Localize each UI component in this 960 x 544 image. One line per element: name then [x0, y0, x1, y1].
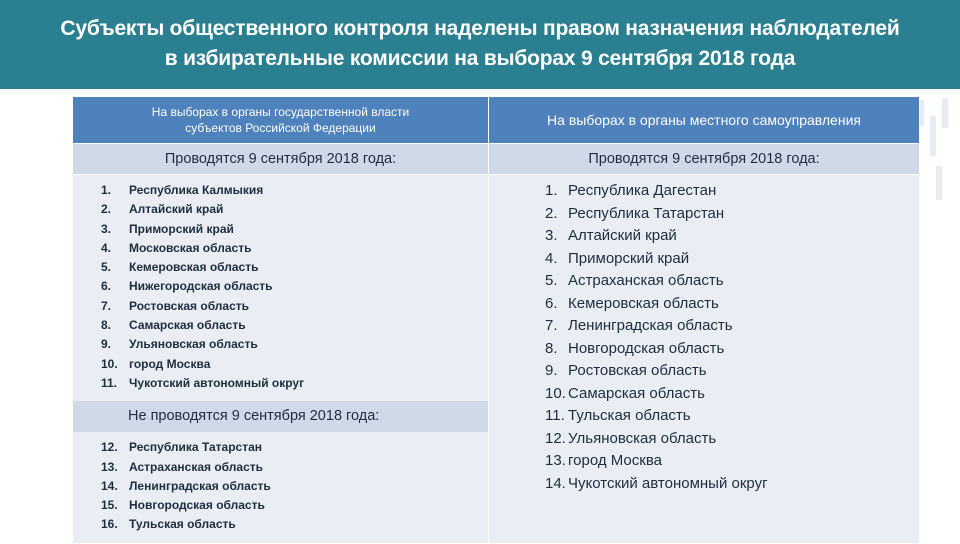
list-item	[545, 203, 919, 226]
list-item-name: Ростовская область	[568, 362, 707, 379]
list-item-name: Ульяновская область	[568, 429, 717, 447]
list-item-name: Республика Дагестан	[568, 182, 717, 199]
slide-title-line-2: в избирательные комиссии на выборах 9 сентября 2018 года	[164, 47, 796, 70]
right-list-cell	[489, 175, 920, 544]
list-item	[101, 181, 488, 200]
list-item-number: 7.	[101, 298, 112, 313]
list-item-name: Московская область	[129, 240, 252, 255]
list-item-name: город Москва	[568, 452, 662, 469]
list-item-number: 6.	[101, 279, 112, 294]
list-item-name: Республика Татарстан	[129, 440, 263, 455]
list-item	[101, 239, 488, 258]
list-item-number: 10.	[101, 356, 118, 371]
list-item-number: 7.	[545, 317, 558, 334]
list-item-number: 5.	[545, 272, 558, 289]
list-item-number: 13.	[101, 459, 118, 474]
list-item	[101, 515, 488, 534]
left-header-line-2: субъектов Российской Федерации	[185, 121, 376, 135]
list-item	[545, 180, 919, 203]
list-item-name: Республика Татарстан	[568, 204, 725, 222]
list-item-name: Ульяновская область	[129, 337, 258, 352]
elections-table	[72, 96, 920, 544]
list-item-number: 14.	[545, 474, 566, 492]
list-item-name: Астраханская область	[129, 459, 264, 474]
right-held-label: Проводятся 9 сентября 2018 года:	[489, 144, 920, 175]
left-column-header	[73, 97, 489, 144]
list-item-name: Чукотский автономный округ	[129, 375, 305, 390]
left-not-held-label: Не проводятся 9 сентября 2018 года:	[73, 401, 488, 432]
list-item-number: 12.	[545, 429, 566, 447]
list-item	[545, 270, 919, 293]
list-item	[545, 248, 919, 271]
list-item-number: 6.	[545, 294, 558, 312]
list-item	[545, 450, 919, 473]
list-item-name: Тульская область	[129, 517, 236, 532]
list-item-number: 2.	[545, 204, 558, 222]
list-item-number: 8.	[545, 339, 558, 357]
list-item	[101, 355, 488, 374]
list-item-number: 4.	[545, 249, 558, 267]
list-item-name: Алтайский край	[568, 227, 677, 244]
list-item-name: Приморский край	[129, 221, 234, 236]
title-bar	[0, 0, 960, 89]
list-item	[545, 315, 919, 338]
list-item	[101, 220, 488, 239]
list-item-number: 8.	[101, 318, 112, 333]
list-item-name: Приморский край	[568, 249, 690, 267]
list-item-name: Астраханская область	[568, 272, 724, 289]
list-item-name: Ленинградская область	[568, 317, 733, 334]
list-item-name: Кемеровская область	[568, 294, 719, 312]
list-item	[101, 316, 488, 335]
list-item	[101, 277, 488, 296]
list-item-number: 11.	[545, 407, 565, 424]
left-list-cell	[73, 175, 489, 544]
list-item	[545, 383, 919, 406]
list-item-number: 9.	[545, 362, 558, 379]
list-item-name: Республика Калмыкия	[129, 183, 264, 197]
list-item	[545, 293, 919, 316]
list-item	[545, 473, 919, 496]
list-item-number: 11.	[101, 375, 118, 390]
left-not-held-list	[73, 432, 488, 542]
list-item-number: 15.	[101, 498, 118, 513]
list-item	[101, 297, 488, 316]
list-item-number: 5.	[101, 260, 112, 275]
list-item-name: Тульская область	[568, 407, 691, 424]
list-item-number: 3.	[545, 227, 558, 244]
list-item-number: 13.	[545, 452, 566, 469]
list-item-number: 3.	[101, 221, 112, 236]
list-item-name: город Москва	[129, 356, 211, 371]
left-held-label: Проводятся 9 сентября 2018 года:	[73, 144, 489, 175]
list-item	[545, 405, 919, 428]
list-item	[101, 335, 488, 354]
list-item-number: 9.	[101, 337, 112, 352]
list-item	[545, 338, 919, 361]
list-item	[545, 360, 919, 383]
right-held-list	[489, 175, 919, 495]
list-item	[101, 496, 488, 515]
list-item-name: Ленинградская область	[129, 478, 271, 493]
list-item	[101, 258, 488, 277]
list-item-number: 14.	[101, 478, 118, 493]
list-item-name: Алтайский край	[129, 202, 224, 217]
list-item-name: Нижегородская область	[129, 279, 273, 294]
list-item-name: Чукотский автономный округ	[568, 474, 768, 492]
list-item-number: 1.	[101, 183, 112, 197]
list-item	[101, 458, 488, 477]
list-item-number: 16.	[101, 517, 118, 532]
list-item	[101, 374, 488, 393]
list-item-number: 10.	[545, 384, 566, 402]
list-item	[101, 477, 488, 496]
list-item-name: Новгородская область	[568, 339, 725, 357]
list-item	[101, 200, 488, 219]
list-item-name: Самарская область	[129, 318, 246, 333]
list-item-number: 1.	[545, 182, 558, 199]
decorative-pattern-icon	[916, 96, 952, 206]
list-item-number: 4.	[101, 240, 112, 255]
right-column-header: На выборах в органы местного самоуправления	[489, 97, 920, 144]
list-item-number: 2.	[101, 202, 112, 217]
list-item-number: 12.	[101, 440, 118, 455]
list-item-name: Ростовская область	[129, 298, 250, 313]
list-item-name: Самарская область	[568, 384, 705, 402]
list-item-name: Новгородская область	[129, 498, 265, 513]
list-item-name: Кемеровская область	[129, 260, 259, 275]
left-header-line-1: На выборах в органы государственной власти	[151, 105, 410, 119]
slide-title-line-1: Субъекты общественного контроля наделены правом назначения наблюдателей	[60, 17, 900, 40]
left-held-list	[73, 175, 488, 401]
list-item	[101, 438, 488, 457]
list-item	[545, 428, 919, 451]
list-item	[545, 225, 919, 248]
